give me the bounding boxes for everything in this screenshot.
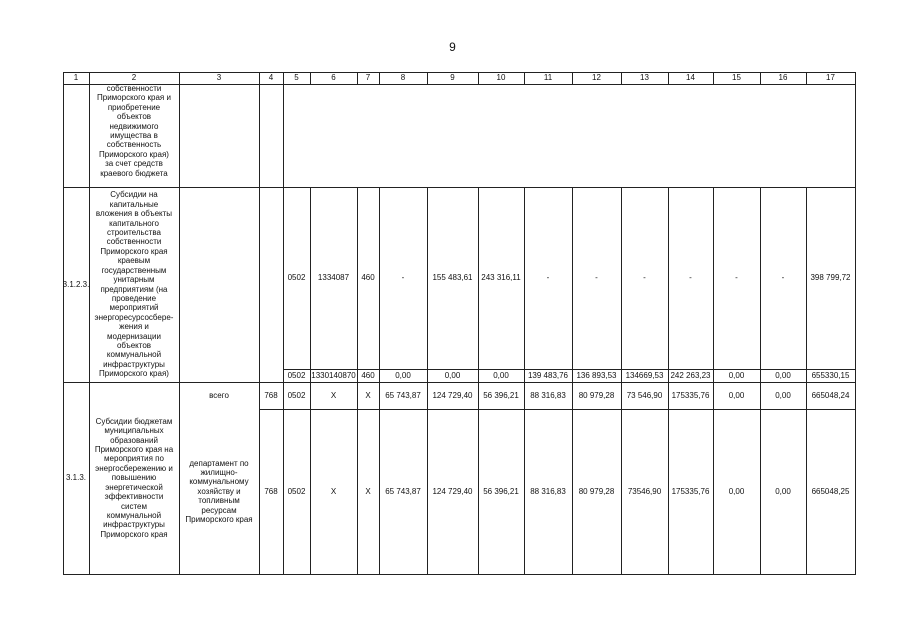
table-cell: 175335,76 bbox=[671, 486, 710, 496]
table-cell: - bbox=[401, 273, 405, 283]
table-cell: 88 316,83 bbox=[530, 390, 566, 400]
table-cell: 0,00 bbox=[775, 370, 791, 380]
table-cell: 243 316,11 bbox=[481, 273, 521, 283]
table-cell: 1330140870 bbox=[311, 370, 356, 380]
table-cell: 665048,24 bbox=[811, 390, 850, 400]
table-cell: 0,00 bbox=[444, 370, 461, 380]
header-cell: 7 bbox=[365, 73, 371, 83]
table-cell: 460 bbox=[361, 370, 375, 380]
row-number: 3.1.3. bbox=[65, 473, 86, 483]
table-cell: 124 729,40 bbox=[432, 486, 473, 496]
header-cell: 3 bbox=[216, 73, 222, 83]
table-cell: 0502 bbox=[287, 390, 306, 400]
table-cell: 0502 bbox=[287, 370, 306, 380]
table-cell: 0,00 bbox=[728, 370, 745, 380]
table-cell: - bbox=[643, 273, 646, 283]
header-cell: 2 bbox=[131, 73, 137, 83]
table-cell: - bbox=[595, 273, 598, 283]
table-cell: 460 bbox=[361, 273, 375, 283]
header-cell: 12 bbox=[592, 73, 601, 83]
header-cell: 5 bbox=[294, 73, 299, 83]
header-cell: 17 bbox=[826, 73, 835, 83]
table-cell: 73 546,90 bbox=[626, 390, 663, 400]
table-cell: 56 396,21 bbox=[483, 390, 519, 400]
table-cell: 139 483,76 bbox=[527, 370, 569, 380]
header-cell: 16 bbox=[778, 73, 788, 83]
table-cell: - bbox=[546, 273, 550, 283]
table-cell: Х bbox=[365, 486, 371, 496]
row-number: 3.1.2.3. bbox=[63, 279, 89, 289]
row-subtitle: департамент по жилищно- коммунальному хозяйству и топливным ресурсам Приморского края bbox=[185, 458, 253, 525]
table-cell: Х bbox=[330, 486, 337, 496]
row-description: Субсидии на капитальные вложения в объекты капитального строительства собственности Приморского края краевым государственным унитарным предприятиям (на проведение мероприятий энергоресурсосбере- жения и модернизации объектов коммунальной инфраструктуры Приморского края) bbox=[94, 190, 174, 379]
table-cell: 665048,25 bbox=[811, 486, 850, 496]
table-cell: 56 396,21 bbox=[483, 486, 519, 496]
table-cell: 0502 bbox=[287, 486, 306, 496]
header-cell: 4 bbox=[268, 73, 274, 83]
table-cell: 398 799,72 bbox=[810, 273, 851, 283]
table-cell: 655330,15 bbox=[811, 370, 850, 380]
header-cell: 6 bbox=[331, 73, 336, 83]
table-cell: 0,00 bbox=[728, 486, 745, 496]
table-cell: - bbox=[781, 273, 785, 283]
table-cell: - bbox=[689, 273, 692, 283]
header-cell: 10 bbox=[496, 73, 506, 83]
table-cell: 80 979,28 bbox=[578, 390, 615, 400]
table-cell: Х bbox=[330, 390, 337, 400]
page-number: 9 bbox=[449, 40, 456, 54]
header-cell: 9 bbox=[450, 73, 455, 83]
table-cell: 136 893,53 bbox=[576, 370, 617, 380]
table-grid-line bbox=[63, 574, 855, 575]
table-cell: 80 979,28 bbox=[578, 486, 615, 496]
header-cell: 1 bbox=[73, 73, 79, 83]
table-grid-line bbox=[63, 84, 855, 85]
table-cell: 768 bbox=[264, 486, 278, 496]
table-cell: Х bbox=[365, 390, 371, 400]
table-cell: 0,00 bbox=[775, 486, 791, 496]
table-cell: 0,00 bbox=[775, 390, 791, 400]
table-cell: 134669,53 bbox=[625, 370, 664, 380]
table-cell: 73546,90 bbox=[627, 486, 662, 496]
table-grid-line bbox=[855, 72, 856, 575]
header-cell: 15 bbox=[732, 73, 741, 83]
table-cell: 242 263,23 bbox=[670, 370, 711, 380]
row-subtitle: всего bbox=[209, 390, 229, 400]
table-cell: 768 bbox=[264, 390, 278, 400]
table-cell: 175335,76 bbox=[671, 390, 710, 400]
table-cell: 0,00 bbox=[493, 370, 509, 380]
table-cell: 1334087 bbox=[317, 273, 350, 283]
table-cell: 65 743,87 bbox=[385, 390, 421, 400]
table-cell: 0,00 bbox=[395, 370, 411, 380]
header-cell: 13 bbox=[640, 73, 649, 83]
row-description: собственности Приморского края и приобретение объектов недвижимого имущества в собственность Приморского края) за счет средств краевого бюджета bbox=[97, 84, 171, 178]
table-cell: 0502 bbox=[287, 273, 306, 283]
row-description: Субсидии бюджетам муниципальных образований Приморского края на мероприятия по энергосбережению и повышению энергетической эффективности систем коммунальной инфраструктуры Приморского края bbox=[94, 416, 174, 539]
header-cell: 14 bbox=[686, 73, 695, 83]
header-cell: 11 bbox=[543, 73, 553, 83]
table-cell: 88 316,83 bbox=[530, 486, 566, 496]
table-cell: 0,00 bbox=[728, 390, 745, 400]
table-cell: - bbox=[735, 273, 738, 283]
table-cell: 65 743,87 bbox=[385, 486, 421, 496]
table-cell: 124 729,40 bbox=[432, 390, 473, 400]
header-cell: 8 bbox=[400, 73, 406, 83]
table-cell: 155 483,61 bbox=[432, 273, 473, 283]
